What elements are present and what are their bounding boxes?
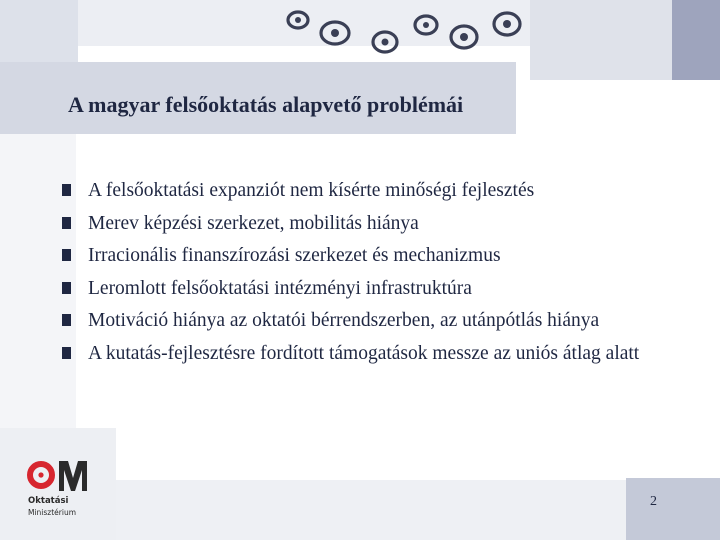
list-item	[62, 208, 662, 241]
bullet-square-icon	[62, 249, 71, 261]
decor-top-right-light	[530, 0, 672, 80]
bullet-text: Merev képzési szerkezet, mobilitás hiánya	[88, 212, 419, 234]
bullet-text: Irracionális finanszírozási szerkezet és mechanizmus	[88, 245, 501, 266]
bullet-text: A felsőoktatási expanziót nem kísérte minőségi fejlesztés	[88, 180, 535, 201]
bullet-square-icon	[62, 347, 71, 359]
bullet-square-icon	[62, 314, 71, 326]
list-item	[62, 273, 662, 306]
list-item	[62, 305, 662, 338]
ministry-logo	[26, 458, 92, 522]
bullet-square-icon	[62, 217, 71, 229]
list-item	[62, 240, 662, 273]
bullet-square-icon	[62, 184, 71, 196]
decor-bottom-strip	[116, 480, 626, 540]
bullet-text: A kutatás-fejlesztésre fordított támogatások messze az uniós átlag alatt	[88, 342, 640, 364]
bullet-text: Motiváció hiánya az oktatói bérrendszerben, az utánpótlás hiánya	[88, 310, 600, 331]
page-number-panel	[626, 478, 720, 540]
decor-top-right-dark	[672, 0, 720, 80]
bullet-list	[62, 175, 662, 370]
page-number: 2	[650, 494, 657, 509]
list-item	[62, 338, 662, 371]
decorative-rings-icon	[280, 4, 530, 56]
slide-title: A magyar felsőoktatás alapvető problémái	[68, 92, 464, 117]
bullet-square-icon	[62, 282, 71, 294]
bullet-text: Leromlott felsőoktatási intézményi infrastruktúra	[88, 277, 472, 299]
logo-text-line2: Minisztérium	[28, 508, 77, 517]
decor-top-left	[0, 0, 78, 62]
logo-text-line1: Oktatási	[28, 496, 69, 506]
list-item	[62, 175, 662, 208]
om-logo-icon	[26, 458, 90, 494]
